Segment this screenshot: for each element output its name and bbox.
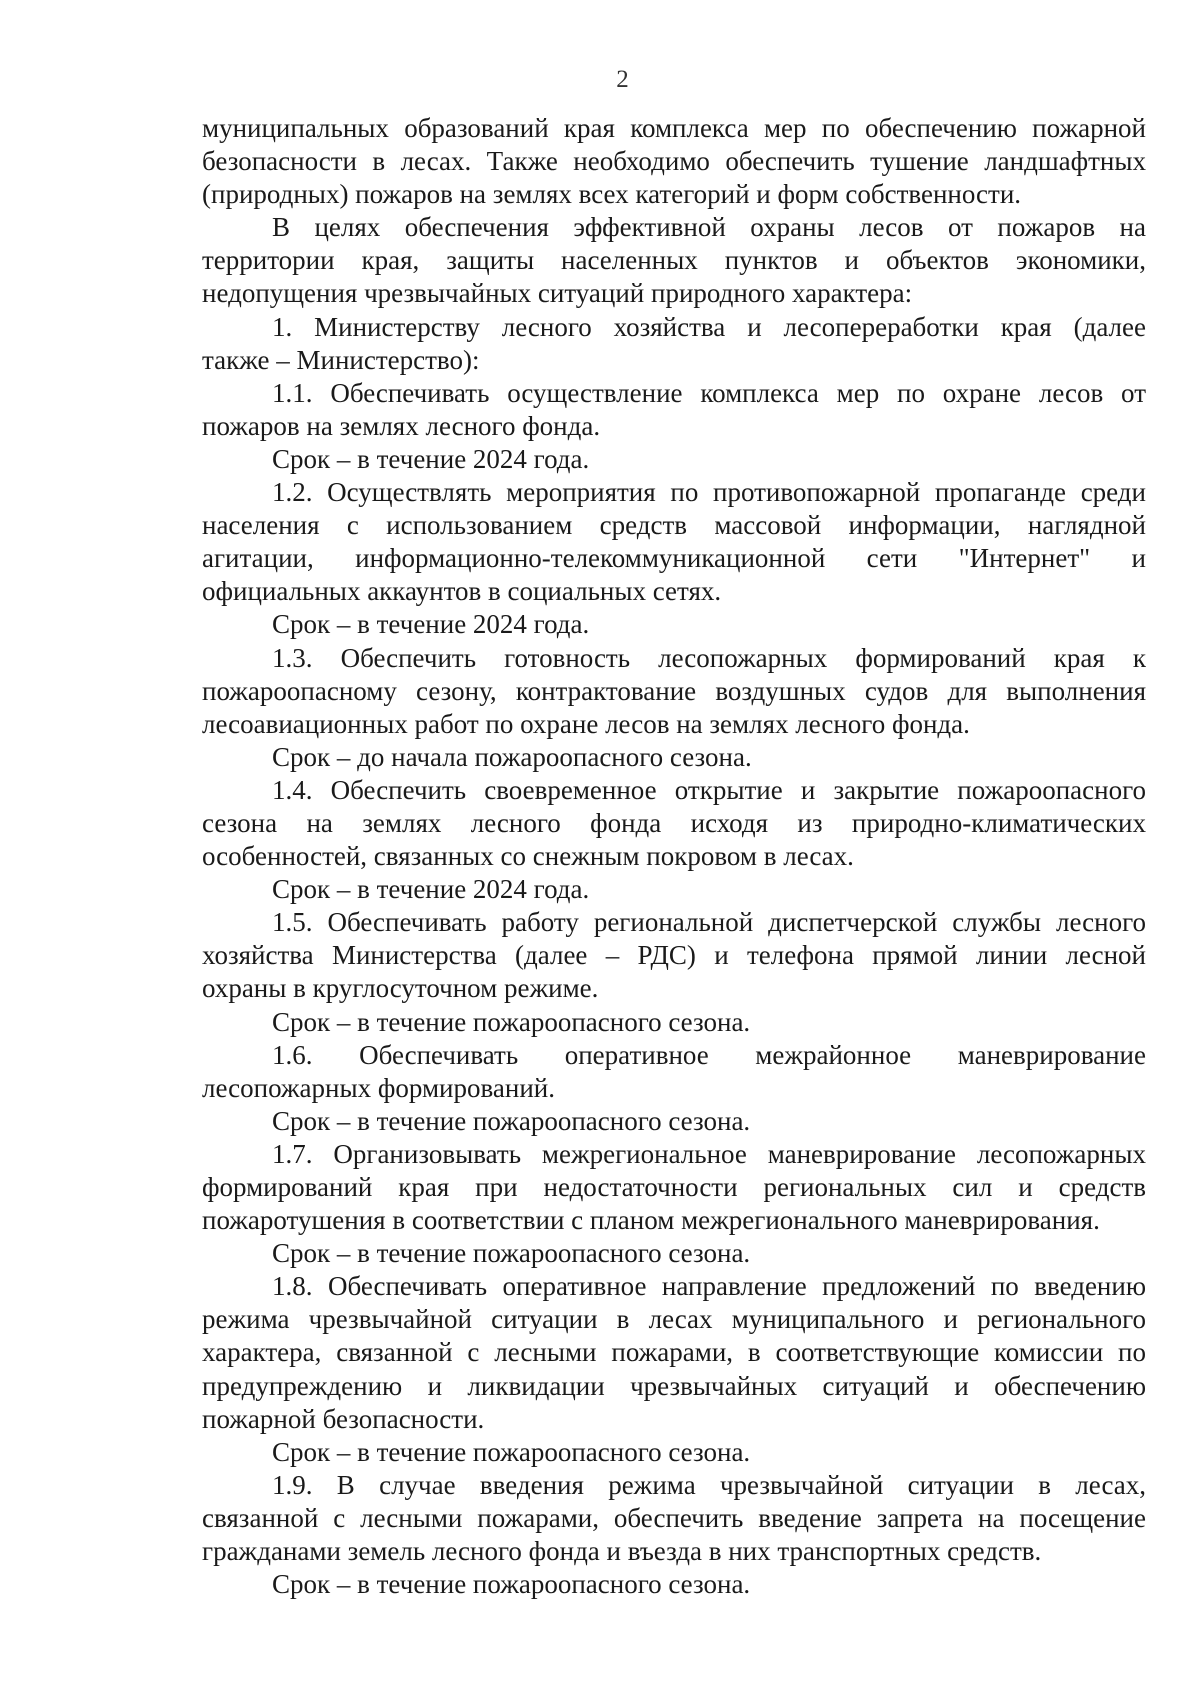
text-line: лесоавиационных работ по охране лесов на землях лесного фонда. (202, 708, 970, 739)
text-line: также – Министерство): (202, 344, 480, 375)
text-line: хозяйства Министерства (далее – РДС) и телефона прямой линии лесной (202, 940, 1146, 971)
text-line: 1.9. В случае введения режима чрезвычайной ситуации в лесах, (272, 1469, 1146, 1500)
text-line: Срок – в течение 2024 года. (272, 443, 590, 474)
text-line: 1.3. Обеспечить готовность лесопожарных формирований края к (272, 642, 1146, 673)
text-line: Срок – в течение пожароопасного сезона. (272, 1238, 751, 1269)
text-line: Срок – до начала пожароопасного сезона. (272, 741, 752, 772)
text-line: охраны в круглосуточном режиме. (202, 973, 599, 1004)
page-number: 2 (616, 66, 629, 93)
text-line: связанной с лесными пожарами, обеспечить введение запрета на посещение (202, 1502, 1146, 1533)
text-line: Срок – в течение пожароопасного сезона. (272, 1006, 751, 1037)
text-line: лесопожарных формирований. (202, 1072, 555, 1103)
text-line: особенностей, связанных со снежным покровом в лесах. (202, 841, 854, 872)
text-line: 1.5. Обеспечивать работу региональной диспетчерской службы лесного (272, 907, 1146, 938)
text-line: Срок – в течение пожароопасного сезона. (272, 1436, 751, 1467)
text-line: формирований края при недостаточности региональных сил и средств (202, 1172, 1146, 1202)
text-line: 1.2. Осуществлять мероприятия по противопожарной пропаганде среди (272, 477, 1146, 508)
text-line: режима чрезвычайной ситуации в лесах муниципального и регионального (202, 1304, 1146, 1335)
document-body (202, 112, 1146, 1601)
text-line: В целях обеспечения эффективной охраны лесов от пожаров на (272, 212, 1146, 243)
text-line: недопущения чрезвычайных ситуаций природного характера: (202, 278, 913, 309)
text-line: Срок – в течение пожароопасного сезона. (272, 1569, 751, 1600)
text-line: Срок – в течение пожароопасного сезона. (272, 1105, 751, 1136)
text-line: 1.4. Обеспечить своевременное открытие и закрытие пожароопасного (272, 774, 1146, 805)
text-line: агитации, информационно-телекоммуникационной сети "Интернет" и (202, 543, 1146, 574)
text-line: пожаротушения в соответствии с планом межрегионального маневрирования. (202, 1205, 1100, 1236)
text-line: 1.8. Обеспечивать оперативное направление предложений по введению (272, 1271, 1146, 1302)
text-line: гражданами земель лесного фонда и въезда в них транспортных средств. (202, 1536, 1042, 1567)
text-line: населения с использованием средств массовой информации, наглядной (202, 510, 1146, 541)
text-line: предупреждению и ликвидации чрезвычайных ситуаций и обеспечению (202, 1370, 1146, 1401)
text-line: характера, связанной с лесными пожарами, в соответствующие комиссии по (202, 1337, 1146, 1368)
text-line: муниципальных образований края комплекса мер по обеспечению пожарной (202, 113, 1146, 143)
text-line: Срок – в течение 2024 года. (272, 609, 590, 640)
text-line: 1.7. Организовывать межрегиональное маневрирование лесопожарных (272, 1138, 1146, 1169)
text-line: 1.1. Обеспечивать осуществление комплекса мер по охране лесов от (272, 377, 1146, 408)
text-line: (природных) пожаров на землях всех категорий и форм собственности. (202, 179, 1022, 210)
text-line: пожаров на землях лесного фонда. (202, 410, 601, 441)
text-line: официальных аккаунтов в социальных сетях. (202, 576, 722, 607)
text-line: пожароопасному сезону, контрактование воздушных судов для выполнения (202, 675, 1146, 706)
text-line: безопасности в лесах. Также необходимо обеспечить тушение ландшафтных (202, 146, 1146, 177)
text-line: 1.6. Обеспечивать оперативное межрайонное маневрирование (272, 1039, 1146, 1070)
text-line: 1. Министерству лесного хозяйства и лесопереработки края (далее (272, 311, 1146, 342)
text-line: сезона на землях лесного фонда исходя из природно-климатических (202, 807, 1146, 838)
text-line: Срок – в течение 2024 года. (272, 874, 590, 905)
text-line: пожарной безопасности. (202, 1403, 485, 1434)
text-line: территории края, защиты населенных пунктов и объектов экономики, (202, 245, 1146, 276)
